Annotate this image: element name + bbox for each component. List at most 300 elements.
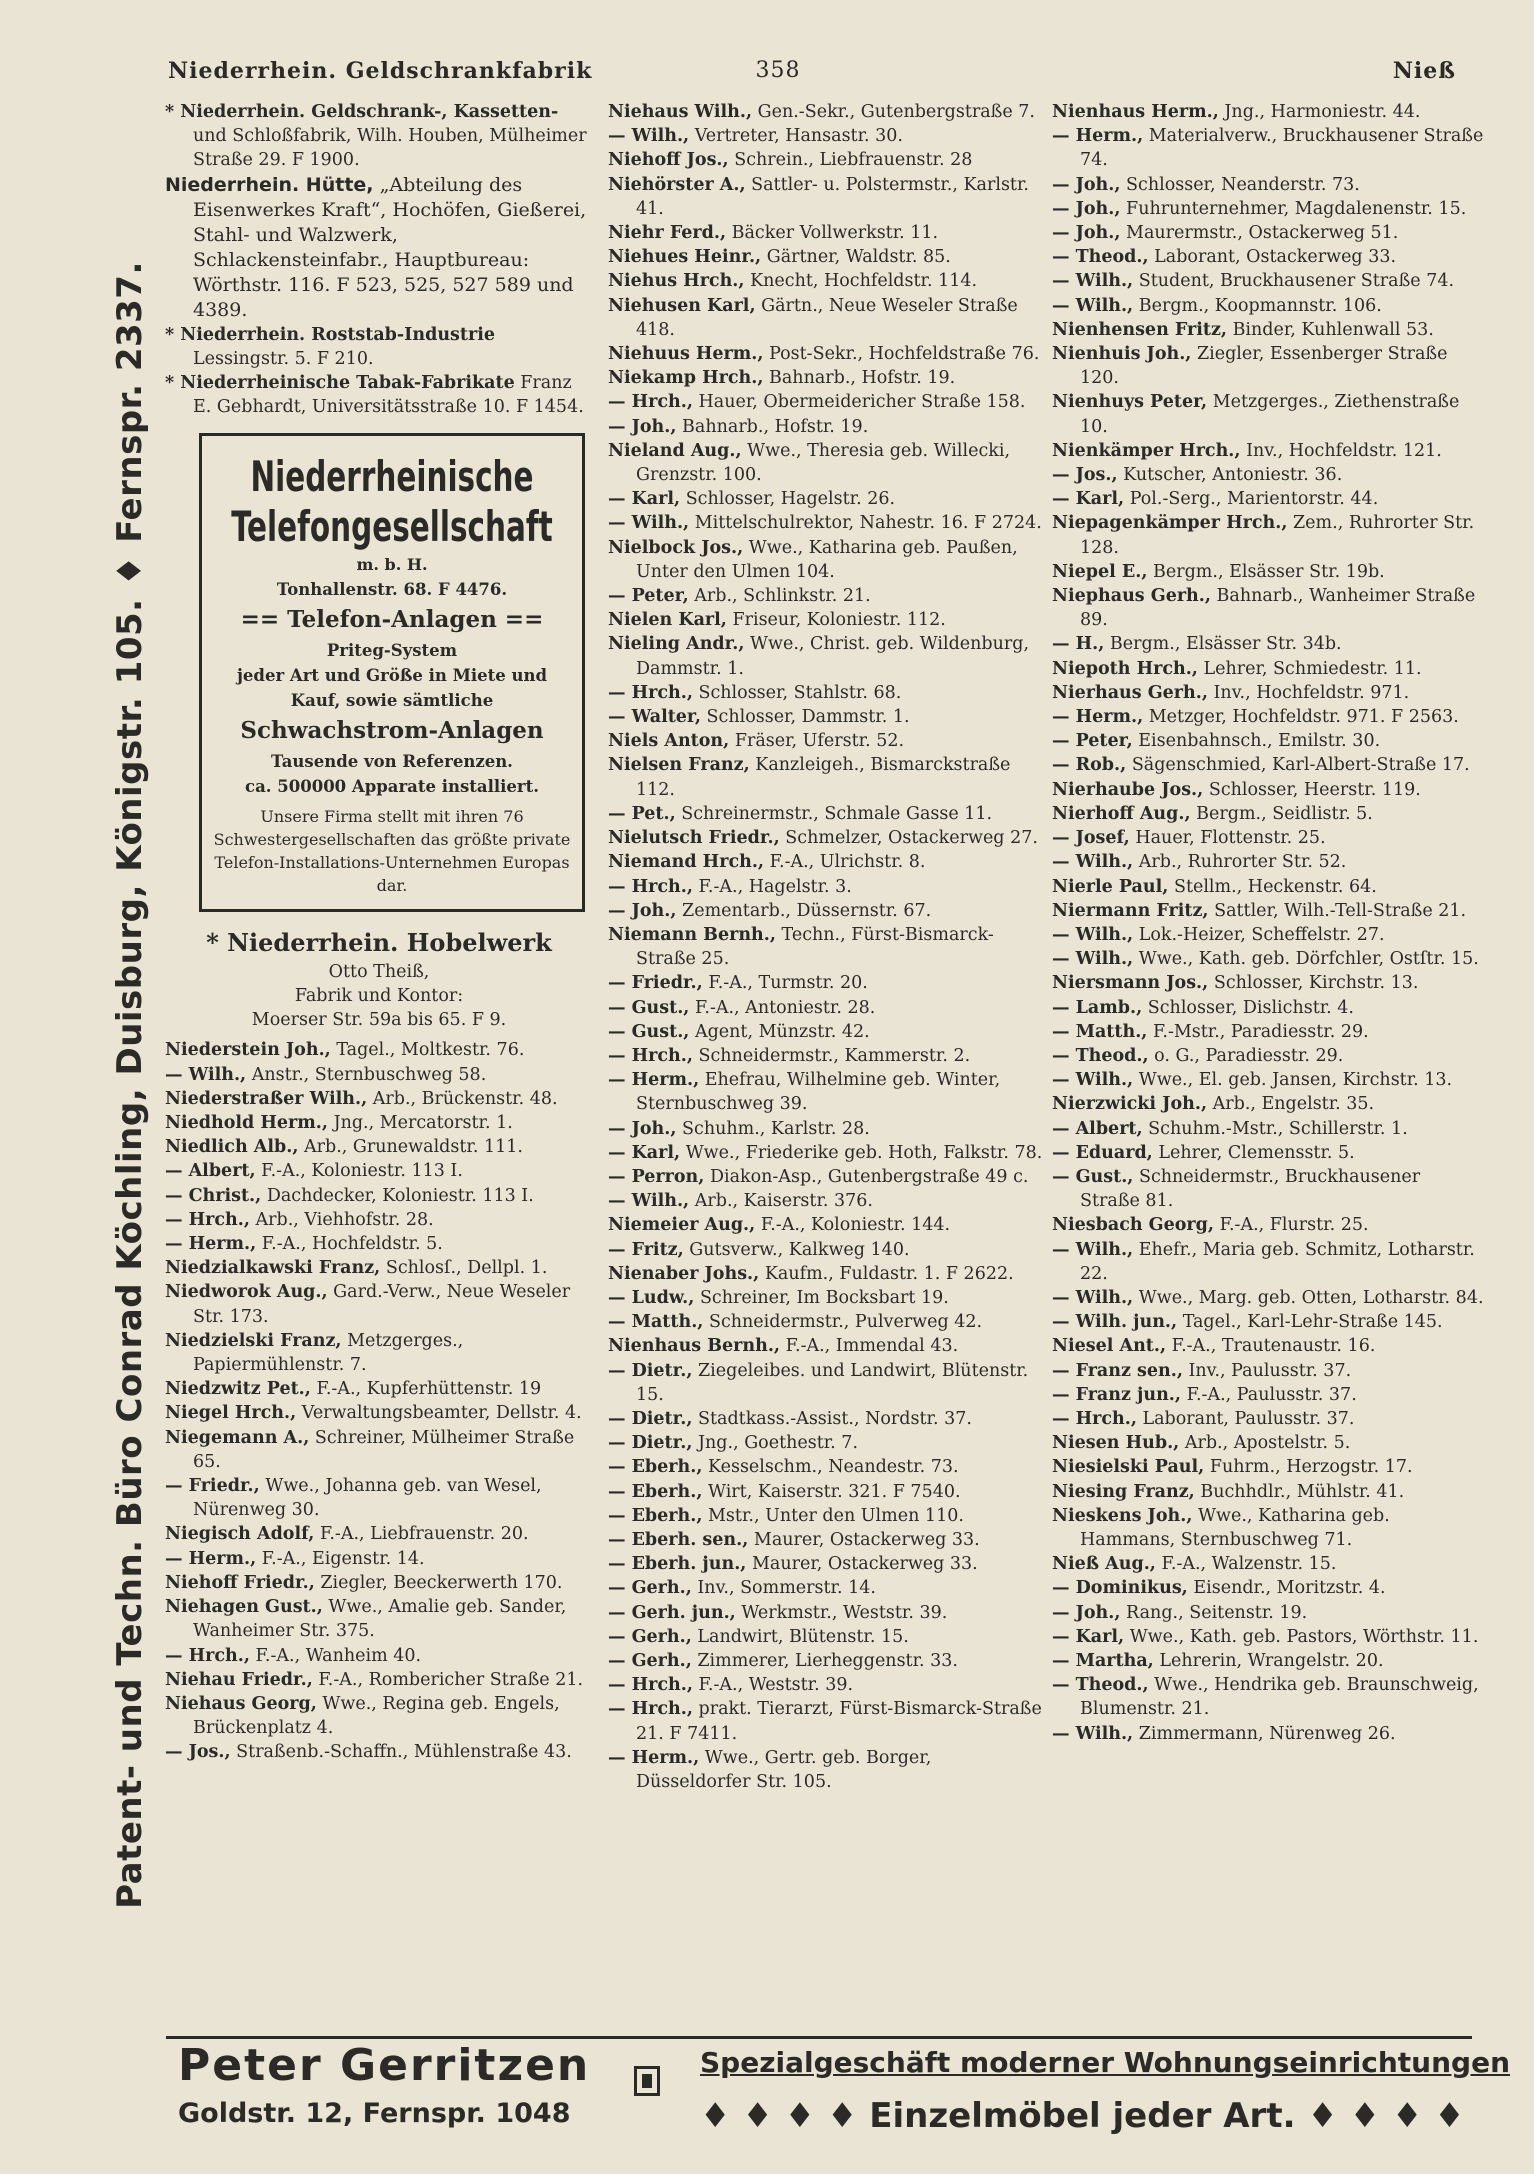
entry-name: — Joh., bbox=[1052, 198, 1121, 219]
entry-details: Schreiner, Mülheimer Straße 65. bbox=[193, 1427, 575, 1472]
entry-details: Straßenb.-Schaffn., Mühlenstraße 43. bbox=[236, 1742, 572, 1763]
entry-name: Nienhensen Fritz, bbox=[1052, 319, 1227, 340]
hobelwerk-line2: Moerser Str. 59a bis 65. F 9. bbox=[251, 1010, 507, 1031]
entry-details: F.-A., Turmstr. 20. bbox=[708, 973, 868, 994]
entry-name: — Wilh., bbox=[608, 1191, 690, 1212]
entry-name: * Niederrheinische Tabak-Fabrikate bbox=[165, 373, 515, 394]
entry-details: Binder, Kuhlenwall 53. bbox=[1232, 319, 1434, 340]
entry-details: Gutsverw., Kalkweg 140. bbox=[689, 1239, 910, 1260]
directory-entry bbox=[165, 1232, 593, 1256]
entry-name: Nierhaus Gerh., bbox=[1052, 682, 1208, 703]
entry-details: Maurer, Ostackerweg 33. bbox=[753, 1529, 980, 1550]
entry-name: — Wilh., bbox=[1052, 924, 1134, 945]
entry-name: Niesen Hub., bbox=[1052, 1433, 1180, 1454]
directory-entry bbox=[1052, 1552, 1484, 1576]
entry-name: — Wilh., bbox=[608, 126, 690, 147]
entry-details: Bahnarb., Hofstr. 19. bbox=[682, 416, 869, 437]
entry-name: — Dietr., bbox=[608, 1433, 693, 1454]
directory-entry bbox=[608, 729, 1048, 753]
directory-entry bbox=[608, 1334, 1048, 1358]
directory-entry bbox=[1052, 753, 1484, 777]
directory-entry bbox=[1052, 632, 1484, 656]
entry-name: Niedzwitz Pet., bbox=[165, 1379, 311, 1400]
entry-name: Nieling Andr., bbox=[608, 634, 745, 655]
directory-entry bbox=[1052, 584, 1484, 632]
directory-entry bbox=[608, 1528, 1048, 1552]
column-3-entries bbox=[1052, 100, 1484, 1746]
directory-entry bbox=[1052, 971, 1484, 995]
entry-details: Gärtn., Neue Weseler Straße 418. bbox=[636, 295, 1018, 340]
entry-details: Agent, Münzstr. 42. bbox=[694, 1021, 870, 1042]
directory-entry bbox=[1052, 560, 1484, 584]
entry-name: — Walter, bbox=[608, 707, 701, 728]
directory-entry bbox=[165, 100, 593, 173]
entry-details: Arb., Grunewaldstr. 111. bbox=[304, 1137, 523, 1158]
telefon-advert-system: Priteg-System bbox=[326, 641, 458, 661]
directory-entry bbox=[1052, 1117, 1484, 1141]
entry-name: — Herm., bbox=[608, 1070, 700, 1091]
directory-entry bbox=[608, 511, 1048, 535]
entry-name: Niephaus Gerh., bbox=[1052, 586, 1211, 607]
entry-name: Niederstein Joh., bbox=[165, 1040, 331, 1061]
entry-details: F.-A., Hagelstr. 3. bbox=[698, 876, 852, 897]
telefon-advert-address: Tonhallenstr. 68. F 4476. bbox=[276, 580, 508, 600]
directory-entry bbox=[608, 1044, 1048, 1068]
directory-entry bbox=[165, 1740, 593, 1764]
directory-entry bbox=[1052, 923, 1484, 947]
directory-entry bbox=[1052, 1431, 1484, 1455]
directory-entry bbox=[165, 1644, 593, 1668]
directory-entry bbox=[1052, 705, 1484, 729]
directory-entry bbox=[1052, 1649, 1484, 1673]
entry-details: Dachdecker, Koloniestr. 113 I. bbox=[266, 1185, 534, 1206]
entry-name: — Eberh. sen., bbox=[608, 1529, 749, 1550]
entry-name: — Perron, bbox=[608, 1166, 705, 1187]
entry-name: — Hrch., bbox=[608, 682, 693, 703]
entry-details: Buchhdlr., Mühlstr. 41. bbox=[1200, 1481, 1405, 1502]
entry-details: F.-A., Hochfeldstr. 5. bbox=[261, 1234, 443, 1255]
entry-name: Niedworok Aug., bbox=[165, 1282, 328, 1303]
entry-details: Arb., Brückenstr. 48. bbox=[372, 1088, 558, 1109]
directory-entry bbox=[608, 681, 1048, 705]
entry-name: Nienhaus Herm., bbox=[1052, 102, 1219, 122]
column-1-top-entries bbox=[165, 100, 593, 419]
entry-details: Zimmerer, Lierheggenstr. 33. bbox=[697, 1651, 958, 1671]
directory-entry bbox=[608, 1238, 1048, 1262]
directory-entry bbox=[1052, 729, 1484, 753]
directory-entry bbox=[165, 1256, 593, 1280]
entry-name: — Matth., bbox=[608, 1312, 704, 1333]
entry-details: Gard.-Verw., Neue Weseler Str. 173. bbox=[193, 1282, 571, 1327]
entry-details: Student, Bruckhausener Straße 74. bbox=[1138, 271, 1455, 292]
directory-entry bbox=[1052, 1480, 1484, 1504]
entry-details: Schlosser, Kirchstr. 13. bbox=[1213, 973, 1419, 994]
entry-name: — Herm., bbox=[608, 1747, 700, 1768]
directory-entry bbox=[608, 1262, 1048, 1286]
directory-entry bbox=[608, 415, 1048, 439]
entry-name: — Matth., bbox=[1052, 1021, 1148, 1042]
entry-name: Niepagenkämper Hrch., bbox=[1052, 513, 1288, 534]
directory-entry bbox=[1052, 1504, 1484, 1552]
entry-name: Niederstraßer Wilh., bbox=[165, 1088, 368, 1109]
directory-entry bbox=[165, 1595, 593, 1643]
entry-name: — Rob., bbox=[1052, 755, 1127, 776]
directory-entry bbox=[165, 323, 593, 371]
entry-details: Bahnarb., Hofstr. 19. bbox=[769, 368, 956, 389]
entry-name: Niemann Bernh., bbox=[608, 924, 776, 945]
entry-name: — Wilh., bbox=[1052, 1723, 1134, 1744]
sidebar-advert bbox=[100, 90, 160, 2080]
entry-details: Schuhm., Karlstr. 28. bbox=[682, 1118, 870, 1139]
directory-entry bbox=[1052, 294, 1484, 318]
directory-entry bbox=[608, 608, 1048, 632]
directory-entry bbox=[608, 1117, 1048, 1141]
directory-entry bbox=[1052, 1722, 1484, 1746]
directory-entry bbox=[608, 1359, 1048, 1407]
entry-name: Niehaus Wilh., bbox=[608, 102, 753, 122]
entry-details: Rang., Seitenstr. 19. bbox=[1126, 1602, 1308, 1623]
directory-entry bbox=[165, 1063, 593, 1087]
entry-details: prakt. Tierarzt, Fürst-Bismarck-Straße 21. F 7411. bbox=[636, 1699, 1042, 1744]
directory-entry bbox=[608, 1601, 1048, 1625]
entry-details: F.-A., Trautenaustr. 16. bbox=[1171, 1336, 1376, 1357]
directory-entry bbox=[165, 1184, 593, 1208]
directory-entry bbox=[165, 1522, 593, 1546]
entry-details: Wwe., Amalie geb. Sander, Wanheimer Str. 375. bbox=[193, 1597, 567, 1642]
footer-advert-name: Peter Gerritzen bbox=[178, 2040, 591, 2091]
entry-name: — Ludw., bbox=[608, 1287, 695, 1308]
directory-entry bbox=[165, 1547, 593, 1571]
directory-entry bbox=[608, 1431, 1048, 1455]
entry-name: Niemand Hrch., bbox=[608, 852, 765, 873]
entry-details: Knecht, Hochfeldstr. 114. bbox=[750, 271, 978, 292]
entry-name: — Hrch., bbox=[608, 876, 693, 897]
directory-entry bbox=[608, 1020, 1048, 1044]
entry-name: — Wilh., bbox=[1052, 852, 1134, 873]
entry-name: Niegemann A., bbox=[165, 1427, 310, 1448]
directory-entry bbox=[165, 1280, 593, 1328]
entry-name: Nielen Karl, bbox=[608, 610, 727, 631]
entry-name: Nierle Paul, bbox=[1052, 876, 1169, 897]
entry-name: — Dominikus, bbox=[1052, 1578, 1188, 1599]
entry-name: — Eberh., bbox=[608, 1505, 703, 1526]
directory-entry bbox=[1052, 1601, 1484, 1625]
entry-name: Niels Anton, bbox=[608, 731, 730, 752]
directory-entry bbox=[1052, 1068, 1484, 1092]
directory-entry bbox=[1052, 221, 1484, 245]
directory-entry bbox=[165, 1401, 593, 1425]
telefon-advert-text: Unsere Firma stellt mit ihren 76 Schwestergesellschaften das größte private Telefon-Installations-Unternehmen Europas dar. bbox=[213, 807, 571, 896]
entry-details: F.-A., Immendal 43. bbox=[785, 1336, 959, 1357]
directory-entry bbox=[608, 1504, 1048, 1528]
entry-name: — Peter, bbox=[608, 586, 689, 607]
entry-name: — Eduard, bbox=[1052, 1142, 1153, 1163]
page-number: 358 bbox=[755, 58, 801, 83]
entry-name: — Wilh., bbox=[1052, 271, 1134, 292]
entry-details: Sägenschmied, Karl-Albert-Straße 17. bbox=[1131, 755, 1470, 776]
directory-entry bbox=[608, 1141, 1048, 1165]
entry-details: Techn., Fürst-Bismarck-Straße 25. bbox=[636, 924, 994, 970]
entry-name: Niehus Hrch., bbox=[608, 271, 745, 292]
telefon-advert-title: Niederrheinische Telefongesellschaft bbox=[231, 452, 553, 552]
entry-name: — Eberh. jun., bbox=[608, 1554, 747, 1575]
directory-entry bbox=[165, 1571, 593, 1595]
directory-entry bbox=[608, 1455, 1048, 1479]
entry-details: Bäcker Vollwerkstr. 11. bbox=[731, 223, 939, 244]
hobelwerk-head: * Niederrhein. Hobelwerk bbox=[206, 928, 552, 958]
running-head-right: Nieß bbox=[1392, 58, 1456, 84]
entry-name: Niehoff Jos., bbox=[608, 150, 729, 171]
entry-details: Schreinermstr., Schmale Gasse 11. bbox=[681, 803, 993, 824]
directory-entry bbox=[608, 294, 1048, 342]
entry-name: Niederrhein. Hütte, bbox=[165, 173, 374, 196]
entry-details: Schneidermstr., Pulverweg 42. bbox=[708, 1312, 983, 1333]
entry-name: Nieland Aug., bbox=[608, 440, 742, 461]
entry-details: Kutscher, Antoniestr. 36. bbox=[1123, 465, 1343, 486]
entry-name: Nielutsch Friedr., bbox=[608, 828, 780, 849]
entry-name: — Wilh., bbox=[1052, 1287, 1134, 1308]
entry-name: — Dietr., bbox=[608, 1408, 693, 1429]
telefon-advert-sub: m. b. H. bbox=[356, 555, 428, 575]
entry-details: Inv., Paulusstr. 37. bbox=[1188, 1360, 1352, 1381]
directory-entry bbox=[1052, 463, 1484, 487]
entry-details: F.-A., Paulusstr. 37. bbox=[1186, 1384, 1357, 1405]
directory-entry bbox=[608, 1552, 1048, 1576]
entry-details: F.-A., Flurstr. 25. bbox=[1219, 1215, 1369, 1236]
entry-details: Kaufm., Fuldastr. 1. F 2622. bbox=[764, 1263, 1014, 1284]
directory-entry bbox=[608, 100, 1048, 124]
entry-details: Laborant, Ostackerweg 33. bbox=[1154, 247, 1397, 268]
entry-name: Niersmann Jos., bbox=[1052, 973, 1209, 994]
entry-details: Wwe., Friederike geb. Hoth, Falkstr. 78. bbox=[685, 1142, 1043, 1163]
entry-details: Schlosser, Stahlstr. 68. bbox=[698, 682, 902, 703]
entry-details: Metzger, Hochfeldstr. 971. F 2563. bbox=[1148, 707, 1459, 728]
entry-details: Eisenbahnsch., Emilstr. 30. bbox=[1138, 731, 1381, 752]
entry-name: Niegisch Adolf, bbox=[165, 1524, 315, 1545]
directory-entry bbox=[1052, 487, 1484, 511]
entry-name: Niedzialkawski Franz, bbox=[165, 1258, 381, 1279]
directory-entry bbox=[608, 269, 1048, 293]
entry-name: — Gust., bbox=[608, 1021, 690, 1042]
footer-ornament-icon bbox=[634, 2066, 660, 2096]
entry-name: * Niederrhein. Roststab-Industrie bbox=[165, 324, 495, 345]
entry-name: — Christ., bbox=[165, 1185, 262, 1206]
entry-name: — Dietr., bbox=[608, 1360, 693, 1381]
entry-details: Tagel., Moltkestr. 76. bbox=[336, 1040, 525, 1061]
entry-name: Niehuus Herm., bbox=[608, 344, 764, 365]
entry-details: Lessingstr. 5. F 210. bbox=[193, 348, 374, 369]
entry-name: Nierhoff Aug., bbox=[1052, 803, 1191, 824]
entry-details: F.-A., Wanheim 40. bbox=[255, 1645, 422, 1666]
entry-name: — Herm., bbox=[1052, 707, 1144, 728]
entry-details: Fräser, Uferstr. 52. bbox=[734, 731, 905, 752]
entry-name: — Friedr., bbox=[608, 973, 703, 994]
entry-details: Schneidermstr., Kammerstr. 2. bbox=[698, 1045, 971, 1066]
entry-details: Wwe., Gertr. geb. Borger, Düsseldorfer Str. 105. bbox=[636, 1747, 932, 1793]
entry-name: — Albert, bbox=[165, 1161, 256, 1182]
directory-entry bbox=[165, 1038, 593, 1062]
directory-entry bbox=[165, 1426, 593, 1474]
directory-entry bbox=[1052, 850, 1484, 874]
directory-entry bbox=[1052, 1020, 1484, 1044]
entry-details: Post-Sekr., Hochfeldstraße 76. bbox=[769, 344, 1040, 365]
entry-name: — Albert, bbox=[1052, 1118, 1143, 1139]
directory-entry bbox=[608, 487, 1048, 511]
entry-details: F.-A., Kupferhüttenstr. 19 bbox=[316, 1379, 542, 1400]
entry-name: Nieskens Joh., bbox=[1052, 1505, 1193, 1526]
entry-details: Wwe., Christ. geb. Wildenburg, Dammstr. 1. bbox=[636, 634, 1030, 679]
entry-details: Schmelzer, Ostackerweg 27. bbox=[785, 828, 1038, 849]
directory-entry bbox=[1052, 826, 1484, 850]
entry-name: — Hrch., bbox=[165, 1209, 250, 1230]
entry-details: Inv., Hochfeldstr. 121. bbox=[1246, 440, 1442, 461]
entry-name: Nielbock Jos., bbox=[608, 537, 744, 558]
entry-details: Sattler- u. Polstermstr., Karlstr. 41. bbox=[636, 174, 1029, 219]
entry-details: Schlosser, Dislichstr. 4. bbox=[1147, 997, 1354, 1018]
footer-advert-tagline: ♦ ♦ ♦ ♦ Einzelmöbel jeder Art. ♦ ♦ ♦ ♦ bbox=[700, 2096, 1465, 2136]
entry-name: — Joh., bbox=[608, 416, 677, 437]
entry-name: Niermann Fritz, bbox=[1052, 900, 1209, 921]
telefon-advert-count: ca. 500000 Apparate installiert. bbox=[245, 777, 539, 797]
directory-entry bbox=[608, 1213, 1048, 1237]
entry-details: Franz E. Gebhardt, Universitätsstraße 10. F 1454. bbox=[193, 373, 584, 418]
directory-entry bbox=[1052, 947, 1484, 971]
entry-name: — Joh., bbox=[1052, 1602, 1121, 1623]
footer-rule bbox=[166, 2036, 1472, 2039]
directory-entry bbox=[1052, 342, 1484, 390]
entry-details: Metzgerges., Papiermühlenstr. 7. bbox=[193, 1330, 464, 1376]
directory-entry bbox=[608, 221, 1048, 245]
directory-entry bbox=[608, 584, 1048, 608]
entry-details: F.-A., Walzenstr. 15. bbox=[1161, 1554, 1337, 1575]
entry-name: Niehoff Friedr., bbox=[165, 1572, 315, 1593]
column-1-bottom-entries bbox=[165, 1038, 593, 1764]
entry-details: Wwe., Katharina geb. Hammans, Sternbuschweg 71. bbox=[1080, 1505, 1390, 1550]
entry-details: Wwe., Katharina geb. Paußen, Unter den Ulmen 104. bbox=[636, 537, 1018, 582]
column-2 bbox=[608, 100, 1048, 2030]
directory-entry bbox=[608, 1068, 1048, 1116]
entry-details: F.-A., Weststr. 39. bbox=[698, 1675, 854, 1696]
entry-name: — Wilh., bbox=[1052, 295, 1134, 316]
directory-entry bbox=[608, 1286, 1048, 1310]
entry-name: — Wilh., bbox=[1052, 1239, 1134, 1260]
entry-details: Wirt, Kaiserstr. 321. F 7540. bbox=[708, 1481, 961, 1502]
entry-details: Wwe., Theresia geb. Willecki, Grenzstr. 100. bbox=[636, 440, 1011, 486]
directory-entry bbox=[1052, 124, 1484, 172]
directory-entry bbox=[1052, 1359, 1484, 1383]
directory-entry bbox=[165, 1329, 593, 1377]
entry-name: Niegel Hrch., bbox=[165, 1403, 297, 1424]
hobelwerk-owner: Otto Theiß, bbox=[328, 962, 430, 983]
entry-name: — Gust., bbox=[1052, 1166, 1134, 1187]
entry-name: — Joh., bbox=[1052, 223, 1121, 244]
directory-entry bbox=[165, 1111, 593, 1135]
entry-name: Niedzielski Franz, bbox=[165, 1330, 342, 1351]
directory-entry bbox=[608, 1625, 1048, 1649]
directory-entry bbox=[1052, 318, 1484, 342]
directory-entry bbox=[1052, 197, 1484, 221]
entry-name: — Eberh., bbox=[608, 1457, 703, 1478]
directory-entry bbox=[165, 1135, 593, 1159]
directory-entry bbox=[1052, 778, 1484, 802]
entry-details: Schuhm.-Mstr., Schillerstr. 1. bbox=[1148, 1118, 1408, 1139]
entry-details: Ehefrau, Wilhelmine geb. Winter, Sternbuschweg 39. bbox=[636, 1070, 1001, 1115]
directory-entry bbox=[608, 1480, 1048, 1504]
entry-details: Jng., Mercatorstr. 1. bbox=[333, 1113, 513, 1134]
directory-entry bbox=[1052, 100, 1484, 124]
entry-details: Metzgerges., Ziethenstraße 10. bbox=[1080, 392, 1460, 437]
entry-name: Nienhaus Bernh., bbox=[608, 1336, 781, 1357]
entry-details: Arb., Viehhofstr. 28. bbox=[255, 1209, 434, 1230]
entry-details: Verwaltungsbeamter, Dellstr. 4. bbox=[301, 1403, 582, 1424]
directory-entry bbox=[608, 971, 1048, 995]
entry-name: Niesing Franz, bbox=[1052, 1481, 1195, 1502]
entry-name: — Karl, bbox=[608, 1142, 681, 1163]
directory-entry bbox=[1052, 390, 1484, 438]
entry-name: — Hrch., bbox=[608, 1699, 693, 1720]
entry-name: — Wilh., bbox=[165, 1064, 247, 1085]
directory-entry bbox=[165, 1087, 593, 1111]
entry-details: Zementarb., Düssernstr. 67. bbox=[682, 900, 932, 921]
entry-name: — Theod., bbox=[1052, 1675, 1149, 1696]
entry-name: Niehusen Karl, bbox=[608, 295, 756, 316]
directory-entry bbox=[608, 996, 1048, 1020]
directory-entry bbox=[1052, 269, 1484, 293]
entry-details: Bergm., Koopmannstr. 106. bbox=[1138, 295, 1382, 316]
directory-entry bbox=[608, 632, 1048, 680]
entry-name: — Gerh., bbox=[608, 1626, 692, 1647]
directory-entry bbox=[608, 1576, 1048, 1600]
column-3 bbox=[1052, 100, 1484, 2030]
entry-name: Nieß Aug., bbox=[1052, 1554, 1156, 1575]
entry-details: Jng., Harmoniestr. 44. bbox=[1224, 102, 1421, 122]
directory-entry bbox=[165, 1692, 593, 1740]
entry-details: Arb., Engelstr. 35. bbox=[1212, 1094, 1375, 1115]
directory-entry bbox=[608, 705, 1048, 729]
entry-details: F.-A., Liebfrauenstr. 20. bbox=[319, 1524, 529, 1545]
directory-entry bbox=[608, 1407, 1048, 1431]
entry-name: Niepel E., bbox=[1052, 561, 1148, 582]
entry-name: — Hrch., bbox=[165, 1645, 250, 1666]
entry-name: Niedhold Herm., bbox=[165, 1113, 328, 1134]
directory-entry bbox=[608, 826, 1048, 850]
entry-details: Fuhrm., Herzogstr. 17. bbox=[1209, 1457, 1413, 1478]
entry-name: Nienhuis Joh., bbox=[1052, 344, 1192, 365]
directory-entry bbox=[1052, 173, 1484, 197]
entry-name: — Pet., bbox=[608, 803, 676, 824]
entry-details: Arb., Schlinkstr. 21. bbox=[694, 586, 871, 607]
directory-entry bbox=[165, 1377, 593, 1401]
entry-name: Niesbach Georg, bbox=[1052, 1215, 1214, 1236]
directory-entry bbox=[1052, 1092, 1484, 1116]
directory-entry bbox=[608, 536, 1048, 584]
directory-entry bbox=[608, 124, 1048, 148]
entry-details: Lok.-Heizer, Scheffelstr. 27. bbox=[1138, 924, 1385, 945]
directory-entry bbox=[608, 875, 1048, 899]
entry-details: F.-Mstr., Paradiesstr. 29. bbox=[1152, 1021, 1369, 1042]
entry-details: Schreiner, Im Bocksbart 19. bbox=[699, 1287, 949, 1308]
entry-details: Schlosser, Dammstr. 1. bbox=[706, 707, 910, 728]
directory-entry bbox=[1052, 1576, 1484, 1600]
entry-details: Pol.-Serg., Marientorstr. 44. bbox=[1129, 489, 1379, 510]
entry-name: Niesel Ant., bbox=[1052, 1336, 1167, 1357]
entry-name: — Franz sen., bbox=[1052, 1360, 1183, 1381]
telefon-advert-headline2: Schwachstrom-Anlagen bbox=[240, 717, 544, 745]
entry-details: Bergm., Elsässer Str. 19b. bbox=[1153, 561, 1385, 582]
directory-entry bbox=[608, 1697, 1048, 1745]
entry-details: Schlosser, Hagelstr. 26. bbox=[685, 489, 896, 510]
entry-name: — Gerh., bbox=[608, 1578, 692, 1599]
